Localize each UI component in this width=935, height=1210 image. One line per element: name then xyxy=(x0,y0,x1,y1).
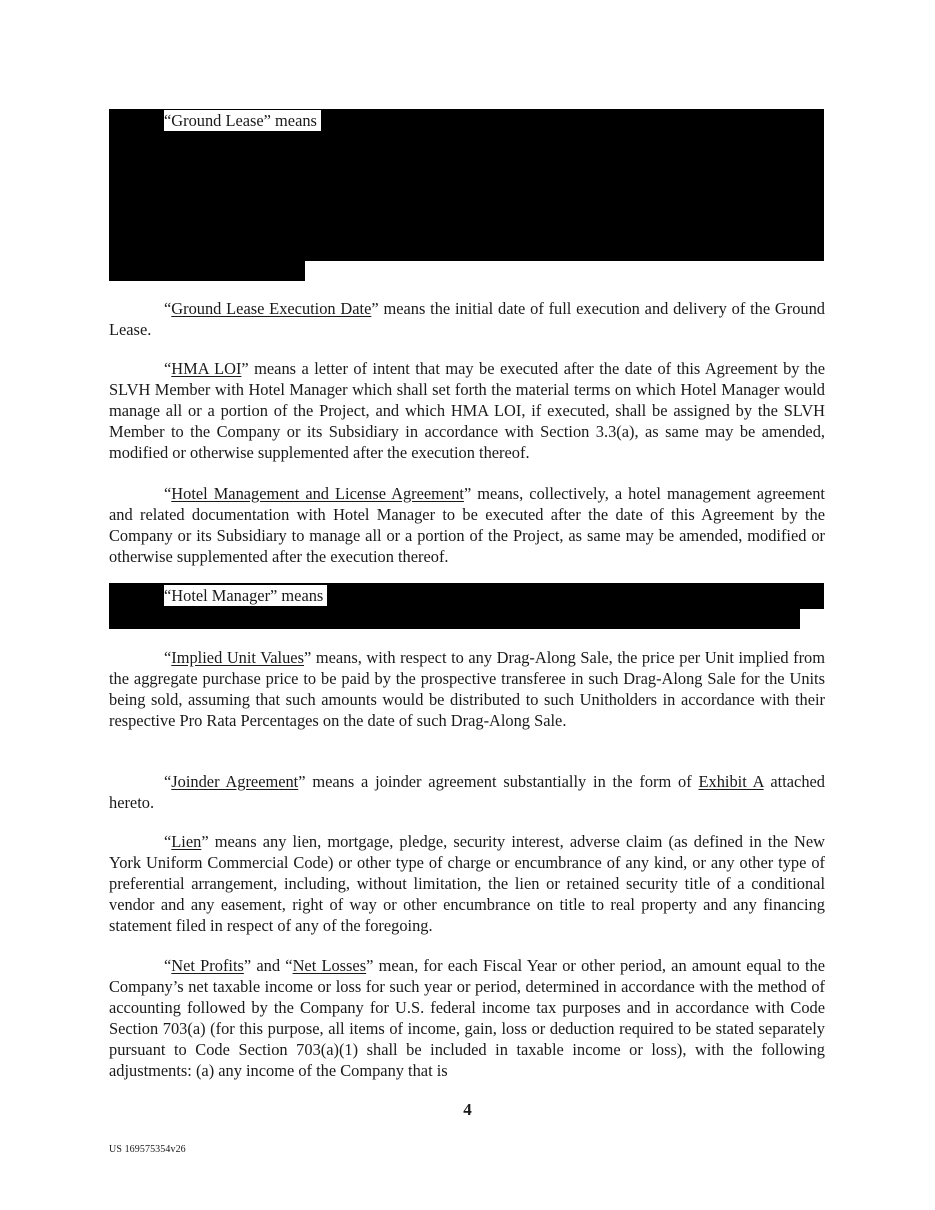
definition-ground-lease-execution-date: “Ground Lease Execution Date” means the initial date of full execution and delivery of the Ground Lease. xyxy=(109,299,826,339)
defined-term: Net Profits xyxy=(171,956,244,975)
definition-hotel-management-agreement: “Hotel Management and License Agreement” means, collectively, a hotel management agreement and related documentation with Hotel Manager to be executed after the date of this Agreement by the Company or its Subsidiary to manage all or a portion of the Project, as same may be amended, modified or otherwise supplemented after the execution thereof. xyxy=(109,484,825,566)
definition-lien: “Lien” means any lien, mortgage, pledge, security interest, adverse claim (as defined in the New York Uniform Commercial Code) or other type of charge or encumbrance of any kind, or any other type of preferential arrangement, including, without limitation, the lien or retained security title of a conditional vendor and any easement, right of way or other encumbrance on title to real property and any financing statement filed in respect of any of the foregoing. xyxy=(109,832,825,935)
hotel-manager-lead: “Hotel Manager” means xyxy=(164,585,327,606)
defined-term: Ground Lease Execution Date xyxy=(171,299,372,318)
exhibit-reference: Exhibit A xyxy=(698,772,764,791)
definition-joinder-agreement: “Joinder Agreement” means a joinder agreement substantially in the form of Exhibit A attached hereto. xyxy=(109,772,825,812)
defined-term: Lien xyxy=(171,832,202,851)
ground-lease-lead: “Ground Lease” means xyxy=(164,110,321,131)
defined-term: Hotel Management and License Agreement xyxy=(171,484,464,503)
document-id: US 169575354v26 xyxy=(109,1144,186,1155)
definition-net-profits-losses: “Net Profits” and “Net Losses” mean, for each Fiscal Year or other period, an amount equal to the Company’s net taxable income or loss for such year or period, determined in accordance with the method of accounting followed by the Company for U.S. federal income tax purposes and in accordance with Code Section 703(a) (for this purpose, all items of income, gain, loss or deduction required to be stated separately pursuant to Code Section 703(a)(1) shall be included in taxable income or loss), with the following adjustments: (a) any income of the Company that is xyxy=(109,956,825,1080)
defined-term: Net Losses xyxy=(292,956,367,975)
defined-term: HMA LOI xyxy=(171,359,242,378)
page-number: 4 xyxy=(463,1100,472,1119)
redaction-block xyxy=(109,109,824,261)
redaction-block xyxy=(109,255,305,281)
definition-implied-unit-values: “Implied Unit Values” means, with respect to any Drag-Along Sale, the price per Unit implied from the aggregate purchase price to be paid by the prospective transferee in such Drag-Along Sale for the Units being sold, assuming that such amounts would be distributed to such Unitholders in accordance with their respective Pro Rata Percentages on the date of such Drag-Along Sale. xyxy=(109,648,826,730)
ground-lease-term: Ground Lease xyxy=(171,111,264,130)
defined-term: Implied Unit Values xyxy=(171,648,304,667)
defined-term: Joinder Agreement xyxy=(171,772,299,791)
definition-hma-loi: “HMA LOI” means a letter of intent that may be executed after the date of this Agreement by the SLVH Member with Hotel Manager which shall set forth the material terms on which Hotel Manager would manage all or a portion of the Project, and which HMA LOI, if executed, shall be assigned by the SLVH Member to the Company or its Subsidiary in accordance with Section 3.3(a), as same may be amended, modified or otherwise supplemented after the execution thereof. xyxy=(109,359,826,462)
hotel-manager-term: Hotel Manager xyxy=(171,586,271,605)
redaction-block xyxy=(109,607,800,629)
